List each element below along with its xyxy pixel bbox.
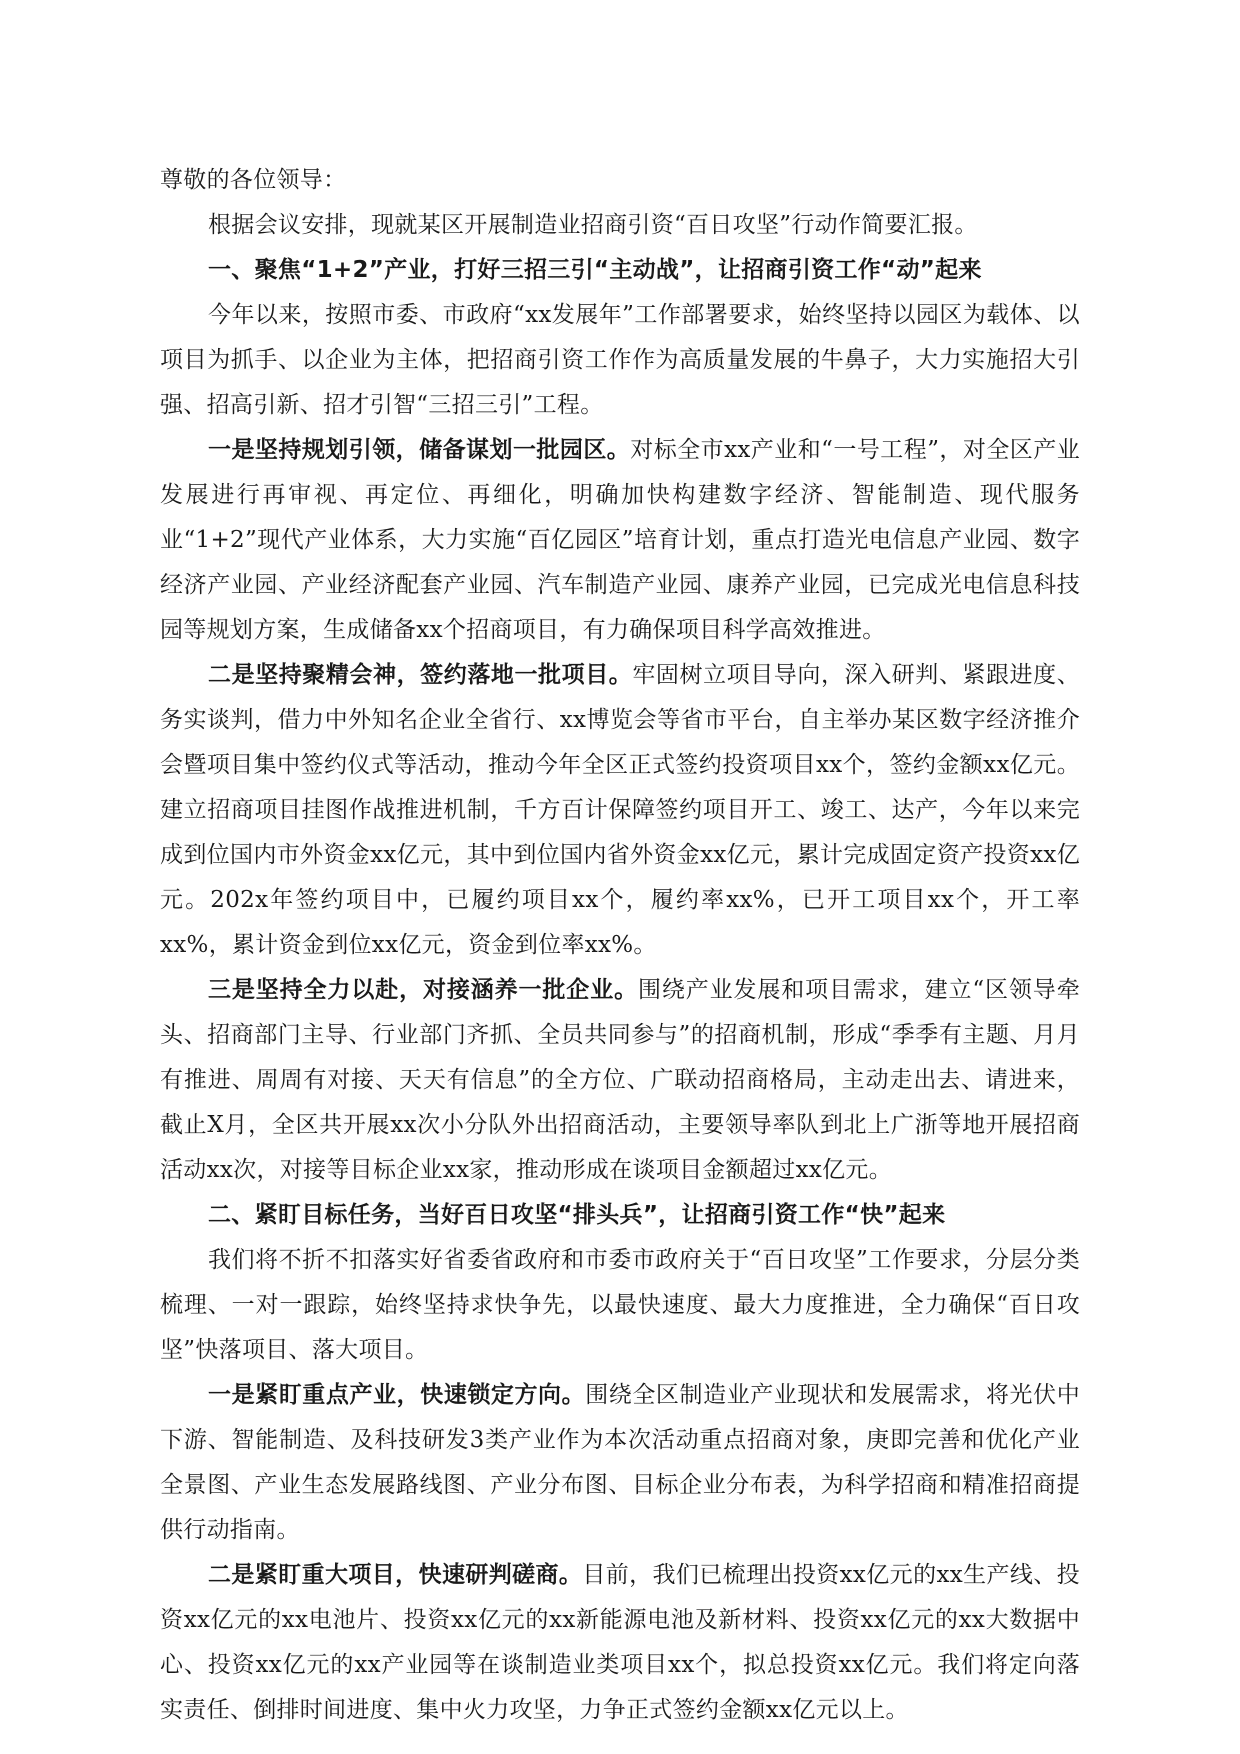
section-2-point-2-body: 目前，我们已梳理出投资xx亿元的xx生产线、投资xx亿元的xx电池片、投资xx亿元的xx新能源电池及新材料、投资xx亿元的xx大数据中心、投资xx亿元的xx产业园等在谈制造业类项目xx个，拟总投资xx亿元。我们将定向落实责任、倒排时间进度、集中火力攻坚，力争正式签约金额xx亿元以上。 bbox=[160, 1562, 1080, 1723]
section-2-heading: 二、紧盯目标任务，当好百日攻坚“排头兵”，让招商引资工作“快”起来 bbox=[208, 1202, 946, 1228]
section-1-heading: 一、聚焦“1+2”产业，打好三招三引“主动战”，让招商引资工作“动”起来 bbox=[208, 257, 982, 283]
section-1-point-2-body: 牢固树立项目导向，深入研判、紧跟进度、务实谈判，借力中外知名企业全省行、xx博览会等省市平台，自主举办某区数字经济推介会暨项目集中签约仪式等活动，推动今年全区正式签约投资项目xx个，签约金额xx亿元。建立招商项目挂图作战推进机制，千方百计保障签约项目开工、竣工、达产，今年以来完成到位国内市外资金xx亿元，其中到位国内省外资金xx亿元，累计完成固定资产投资xx亿元。202x年签约项目中，已履约项目xx个，履约率xx%，已开工项目xx个，开工率xx%，累计资金到位xx亿元，资金到位率xx%。 bbox=[160, 662, 1081, 958]
section-1-point-3-lead: 三是坚持全力以赴，对接涵养一批企业。 bbox=[208, 977, 638, 1003]
section-2-point-2-lead: 二是紧盯重大项目，快速研判磋商。 bbox=[208, 1562, 583, 1588]
section-2-point-1 bbox=[160, 1373, 1080, 1553]
section-1-point-2 bbox=[160, 653, 1080, 968]
section-2-point-2 bbox=[160, 1553, 1080, 1733]
section-1-point-2-lead: 二是坚持聚精会神，签约落地一批项目。 bbox=[208, 662, 633, 688]
section-2-summary: 我们将不折不扣落实好省委省政府和市委市政府关于“百日攻坚”工作要求，分层分类梳理、一对一跟踪，始终坚持求快争先，以最快速度、最大力度推进，全力确保“百日攻坚”快落项目、落大项目。 bbox=[160, 1247, 1080, 1363]
section-1-point-1-lead: 一是坚持规划引领，储备谋划一批园区。 bbox=[208, 437, 631, 463]
section-1-point-1 bbox=[160, 428, 1080, 653]
section-1-point-3-body: 围绕产业发展和项目需求，建立“区领导牵头、招商部门主导、行业部门齐抓、全员共同参与”的招商机制，形成“季季有主题、月月有推进、周周有对接、天天有信息”的全方位、广联动招商格局，主动走出去、请进来，截止X月，全区共开展xx次小分队外出招商活动，主要领导率队到北上广浙等地开展招商活动xx次，对接等目标企业xx家，推动形成在谈项目金额超过xx亿元。 bbox=[160, 977, 1080, 1183]
intro-paragraph: 根据会议安排，现就某区开展制造业招商引资“百日攻坚”行动作简要汇报。 bbox=[208, 212, 978, 238]
section-1-summary: 今年以来，按照市委、市政府“xx发展年”工作部署要求，始终坚持以园区为载体、以项目为抓手、以企业为主体，把招商引资工作作为高质量发展的牛鼻子，大力实施招大引强、招高引新、招才引智“三招三引”工程。 bbox=[160, 302, 1080, 418]
section-2-point-1-lead: 一是紧盯重点产业，快速锁定方向。 bbox=[208, 1382, 586, 1408]
section-2-point-1-body: 围绕全区制造业产业现状和发展需求，将光伏中下游、智能制造、及科技研发3类产业作为本次活动重点招商对象，庚即完善和优化产业全景图、产业生态发展路线图、产业分布图、目标企业分布表，为科学招商和精准招商提供行动指南。 bbox=[160, 1382, 1080, 1543]
section-1-point-1-body: 对标全市xx产业和“一号工程”，对全区产业发展进行再审视、再定位、再细化，明确加快构建数字经济、智能制造、现代服务业“1+2”现代产业体系，大力实施“百亿园区”培育计划，重点打造光电信息产业园、数字经济产业园、产业经济配套产业园、汽车制造产业园、康养产业园，已完成光电信息科技园等规划方案，生成储备xx个招商项目，有力确保项目科学高效推进。 bbox=[160, 437, 1081, 643]
section-1-point-3 bbox=[160, 968, 1080, 1193]
salutation: 尊敬的各位领导： bbox=[160, 167, 347, 193]
